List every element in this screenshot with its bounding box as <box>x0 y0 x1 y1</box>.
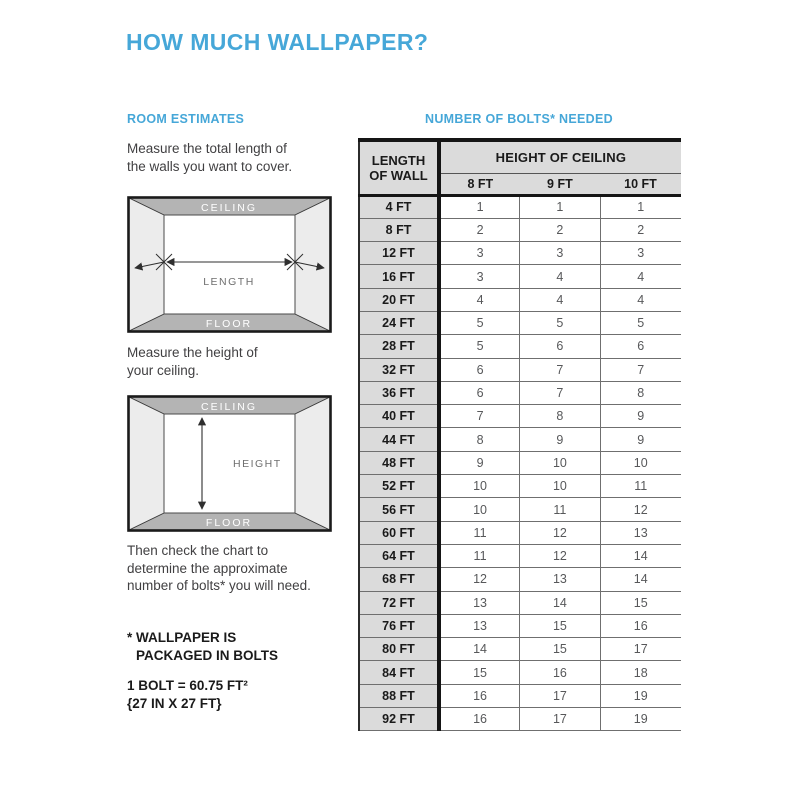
bolt-count-cell: 18 <box>600 661 681 684</box>
bolt-count-cell: 16 <box>439 684 520 707</box>
bolt-count-cell: 15 <box>439 661 520 684</box>
step3-instructions <box>127 542 311 595</box>
bolts-table <box>358 138 681 731</box>
table-row <box>359 405 681 428</box>
bolt-count-cell: 10 <box>439 475 520 498</box>
wall-length-cell: 16 FT <box>359 265 439 288</box>
wall-length-cell: 40 FT <box>359 405 439 428</box>
bolt-count-cell: 14 <box>439 638 520 661</box>
table-row <box>359 475 681 498</box>
column-header-8ft: 8 FT <box>439 173 520 195</box>
table-row <box>359 638 681 661</box>
bolt-count-cell: 7 <box>439 405 520 428</box>
bolt-count-cell: 16 <box>600 614 681 637</box>
step1-instructions <box>127 140 292 175</box>
table-row <box>359 335 681 358</box>
step1-line1: Measure the total length of <box>127 141 287 156</box>
bolt-count-cell: 16 <box>520 661 601 684</box>
bolt-count-cell: 13 <box>600 521 681 544</box>
bolt-count-cell: 9 <box>600 405 681 428</box>
step3-line3: number of bolts* you will need. <box>127 578 311 593</box>
bolt-count-cell: 4 <box>520 288 601 311</box>
table-row <box>359 521 681 544</box>
bolt-count-cell: 8 <box>520 405 601 428</box>
table-row <box>359 195 681 218</box>
table-row <box>359 498 681 521</box>
room-estimates-heading: ROOM ESTIMATES <box>127 112 245 126</box>
table-row <box>359 358 681 381</box>
step2-line1: Measure the height of <box>127 345 258 360</box>
bolt-count-cell: 11 <box>520 498 601 521</box>
height-label: HEIGHT <box>233 458 282 470</box>
bolts-table-container <box>358 138 681 731</box>
height-of-ceiling-header: HEIGHT OF CEILING <box>439 140 681 173</box>
bolt-count-cell: 10 <box>520 451 601 474</box>
bolt-count-cell: 1 <box>600 195 681 218</box>
table-row <box>359 451 681 474</box>
wall-length-cell: 44 FT <box>359 428 439 451</box>
bolt-count-cell: 6 <box>600 335 681 358</box>
bolt-count-cell: 7 <box>600 358 681 381</box>
step3-line2: determine the approximate <box>127 560 288 576</box>
ceiling-label: CEILING <box>200 401 258 413</box>
bolt-count-cell: 4 <box>600 265 681 288</box>
bolt-count-cell: 3 <box>520 242 601 265</box>
bolt-count-cell: 7 <box>520 381 601 404</box>
step1-line2: the walls you want to cover. <box>127 158 293 174</box>
wall-length-cell: 12 FT <box>359 242 439 265</box>
bolt-count-cell: 9 <box>439 451 520 474</box>
bolt-count-cell: 14 <box>520 591 601 614</box>
bolt-count-cell: 15 <box>600 591 681 614</box>
bolt-count-cell: 17 <box>600 638 681 661</box>
bolt-count-cell: 14 <box>600 544 681 567</box>
wall-length-cell: 56 FT <box>359 498 439 521</box>
bolt-count-cell: 14 <box>600 568 681 591</box>
bolt-count-cell: 5 <box>520 311 601 334</box>
bolt-count-cell: 2 <box>439 218 520 241</box>
bolt-count-cell: 1 <box>520 195 601 218</box>
bolt-count-cell: 9 <box>600 428 681 451</box>
bolt-count-cell: 10 <box>439 498 520 521</box>
bolt-count-cell: 9 <box>520 428 601 451</box>
bolt-count-cell: 12 <box>520 521 601 544</box>
wall-length-cell: 68 FT <box>359 568 439 591</box>
length-diagram <box>127 196 332 333</box>
bolt-size-note <box>127 677 248 713</box>
wall-length-cell: 84 FT <box>359 661 439 684</box>
bolt-count-cell: 17 <box>520 708 601 731</box>
wallpaper-bolts-footnote <box>127 629 278 664</box>
bolt-count-cell: 2 <box>520 218 601 241</box>
wall-length-cell: 88 FT <box>359 684 439 707</box>
bolt-count-cell: 12 <box>439 568 520 591</box>
wall-length-cell: 64 FT <box>359 544 439 567</box>
wall-length-cell: 80 FT <box>359 638 439 661</box>
footnote-line2: PACKAGED IN BOLTS <box>136 647 279 663</box>
page-title: HOW MUCH WALLPAPER? <box>126 29 429 55</box>
table-row <box>359 428 681 451</box>
wall-length-cell: 76 FT <box>359 614 439 637</box>
bolt-count-cell: 5 <box>600 311 681 334</box>
wall-length-cell: 36 FT <box>359 381 439 404</box>
table-row <box>359 381 681 404</box>
column-header-9ft: 9 FT <box>520 173 601 195</box>
bolt-count-cell: 7 <box>520 358 601 381</box>
floor-label: FLOOR <box>205 517 253 529</box>
bolt-count-cell: 10 <box>520 475 601 498</box>
right-wall <box>295 198 330 331</box>
bolt-size-line1: 1 BOLT = 60.75 FT² <box>127 678 248 693</box>
table-row <box>359 544 681 567</box>
table-row <box>359 288 681 311</box>
table-row <box>359 661 681 684</box>
height-diagram <box>127 395 332 532</box>
ceiling-label: CEILING <box>200 202 258 214</box>
step2-line2: your ceiling. <box>127 362 200 378</box>
table-row <box>359 265 681 288</box>
bolt-count-cell: 6 <box>439 381 520 404</box>
wall-length-cell: 32 FT <box>359 358 439 381</box>
bolt-count-cell: 12 <box>600 498 681 521</box>
bolt-count-cell: 16 <box>439 708 520 731</box>
bolt-count-cell: 17 <box>520 684 601 707</box>
table-row <box>359 242 681 265</box>
step3-line1: Then check the chart to <box>127 543 269 558</box>
wall-length-cell: 20 FT <box>359 288 439 311</box>
table-row <box>359 614 681 637</box>
wall-length-cell: 8 FT <box>359 218 439 241</box>
bolt-count-cell: 1 <box>439 195 520 218</box>
wall-length-cell: 92 FT <box>359 708 439 731</box>
bolt-count-cell: 4 <box>439 288 520 311</box>
bolt-count-cell: 4 <box>600 288 681 311</box>
wall-length-cell: 48 FT <box>359 451 439 474</box>
back-wall <box>164 215 295 314</box>
wall-length-cell: 28 FT <box>359 335 439 358</box>
table-row <box>359 311 681 334</box>
bolt-count-cell: 11 <box>600 475 681 498</box>
bolt-count-cell: 10 <box>600 451 681 474</box>
bolt-count-cell: 3 <box>439 242 520 265</box>
table-row <box>359 708 681 731</box>
left-wall <box>129 198 164 331</box>
bolt-count-cell: 13 <box>439 591 520 614</box>
bolt-size-line2: {27 IN X 27 FT} <box>127 696 222 711</box>
bolt-count-cell: 3 <box>439 265 520 288</box>
length-label: LENGTH <box>203 276 255 288</box>
bolt-count-cell: 5 <box>439 335 520 358</box>
bolt-count-cell: 4 <box>520 265 601 288</box>
bolt-count-cell: 6 <box>439 358 520 381</box>
bolt-count-cell: 13 <box>520 568 601 591</box>
bolts-needed-heading: NUMBER OF BOLTS* NEEDED <box>425 112 613 126</box>
bolt-count-cell: 6 <box>520 335 601 358</box>
wall-length-cell: 24 FT <box>359 311 439 334</box>
bolt-count-cell: 2 <box>600 218 681 241</box>
corner-header-cell: LENGTH OF WALL <box>359 140 439 195</box>
bolt-count-cell: 19 <box>600 684 681 707</box>
bolt-count-cell: 15 <box>520 614 601 637</box>
footnote-line1: * WALLPAPER IS <box>127 630 237 645</box>
table-row <box>359 218 681 241</box>
wall-length-cell: 4 FT <box>359 195 439 218</box>
bolt-table-body <box>359 195 681 731</box>
bolt-count-cell: 8 <box>439 428 520 451</box>
column-header-10ft: 10 FT <box>600 173 681 195</box>
bolt-count-cell: 13 <box>439 614 520 637</box>
table-row <box>359 684 681 707</box>
wall-length-cell: 52 FT <box>359 475 439 498</box>
bolt-count-cell: 12 <box>520 544 601 567</box>
bolt-count-cell: 5 <box>439 311 520 334</box>
right-wall <box>295 397 330 530</box>
bolt-count-cell: 11 <box>439 544 520 567</box>
floor-label: FLOOR <box>205 318 253 330</box>
step2-instructions <box>127 344 258 379</box>
bolt-count-cell: 8 <box>600 381 681 404</box>
bolt-count-cell: 15 <box>520 638 601 661</box>
bolt-count-cell: 19 <box>600 708 681 731</box>
table-row <box>359 568 681 591</box>
wall-length-cell: 72 FT <box>359 591 439 614</box>
wall-length-cell: 60 FT <box>359 521 439 544</box>
bolt-count-cell: 11 <box>439 521 520 544</box>
table-row <box>359 591 681 614</box>
left-wall <box>129 397 164 530</box>
bolt-count-cell: 3 <box>600 242 681 265</box>
